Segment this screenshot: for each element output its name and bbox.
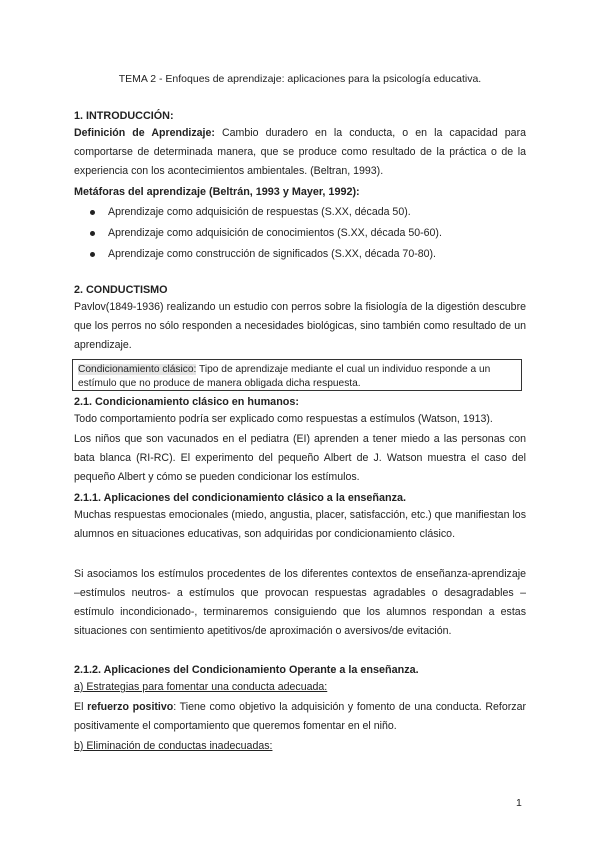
- metaphors-list: [90, 202, 530, 265]
- pavlov-paragraph: Pavlov(1849-1936) realizando un estudio con perros sobre la fisiología de la digestión descubre que los perros no sólo responden a necesidades biológicas, sino también como resultado de un aprendizaje.: [74, 301, 526, 351]
- metaphors-heading: Metáforas del aprendizaje (Beltrán, 1993 y Mayer, 1992):: [74, 186, 360, 198]
- section-2-heading: 2. CONDUCTISMO: [74, 284, 168, 296]
- page-number: 1: [516, 797, 522, 809]
- bullet-icon: [90, 231, 95, 236]
- refuerzo-label: refuerzo positivo: [87, 701, 174, 713]
- definition-box: [72, 359, 522, 391]
- box-text: Tipo de aprendizaje mediante el cual un individuo responde a un estímulo que no produce de manera obligada dicha respuesta.: [78, 364, 491, 389]
- subsection-b: b) Eliminación de conductas inadecuadas:: [74, 740, 273, 752]
- document-title: TEMA 2 - Enfoques de aprendizaje: aplicaciones para la psicología educativa.: [118, 73, 482, 85]
- section-1-heading: 1. INTRODUCCIÓN:: [74, 110, 174, 122]
- section-2-1-paragraph-2: Los niños que son vacunados en el pediatra (EI) aprenden a tener miedo a las personas con bata blanca (RI-RC). El experimento del pequeño Albert de J. Watson muestra el caso del pequeño Albert y cómo se pueden condicionar los estímulos.: [74, 433, 526, 483]
- section-2-1-1-paragraph-2: Si asociamos los estímulos procedentes de los diferentes contextos de enseñanza-aprendizaje –estímulos neutros- a estímulos que provocan respuestas agradables o desagradables –estímulo incondicionado-, terminaremos consiguiendo que los alumnos respondan a estas situaciones con sentimiento apetitivos/de aproximación o aversivos/de evitación.: [74, 568, 526, 637]
- bullet-icon: [90, 252, 95, 257]
- bullet-icon: [90, 210, 95, 215]
- section-2-1-paragraph-1: Todo comportamiento podría ser explicado como respuestas a estímulos (Watson, 1913).: [74, 413, 493, 425]
- subsection-a: a) Estrategias para fomentar una conducta adecuada:: [74, 681, 328, 693]
- list-item: Aprendizaje como adquisición de respuestas (S.XX, década 50).: [90, 202, 530, 223]
- definition-text: Cambio duradero en la conducta, o en la capacidad para comportarse de determinada manera, que se produce como resultado de la práctica o de la experiencia con los acontecimientos ambientales. (Beltran, 1993).: [74, 127, 526, 177]
- section-2-1-1-heading: 2.1.1. Aplicaciones del condicionamiento clásico a la enseñanza.: [74, 492, 407, 504]
- list-item: Aprendizaje como adquisición de conocimientos (S.XX, década 50-60).: [90, 223, 530, 244]
- section-2-1-heading: 2.1. Condicionamiento clásico en humanos:: [74, 396, 299, 408]
- box-label: Condicionamiento clásico:: [78, 364, 197, 375]
- definition-paragraph: [74, 124, 526, 181]
- list-item: Aprendizaje como construcción de significados (S.XX, década 70-80).: [90, 244, 530, 265]
- refuerzo-paragraph: El refuerzo positivo: Tiene como objetivo la adquisición y fomento de una conducta. Reforzar positivamente el comportamiento que queremos fomentar en el niño.: [74, 701, 526, 732]
- section-2-1-1-paragraph-1: Muchas respuestas emocionales (miedo, angustia, placer, satisfacción, etc.) que manifiestan los alumnos en situaciones educativas, son adquiridas por condicionamiento clásico.: [74, 509, 526, 540]
- section-2-1-2-heading: 2.1.2. Aplicaciones del Condicionamiento Operante a la enseñanza.: [74, 664, 419, 676]
- definition-label: Definición de Aprendizaje:: [74, 127, 215, 139]
